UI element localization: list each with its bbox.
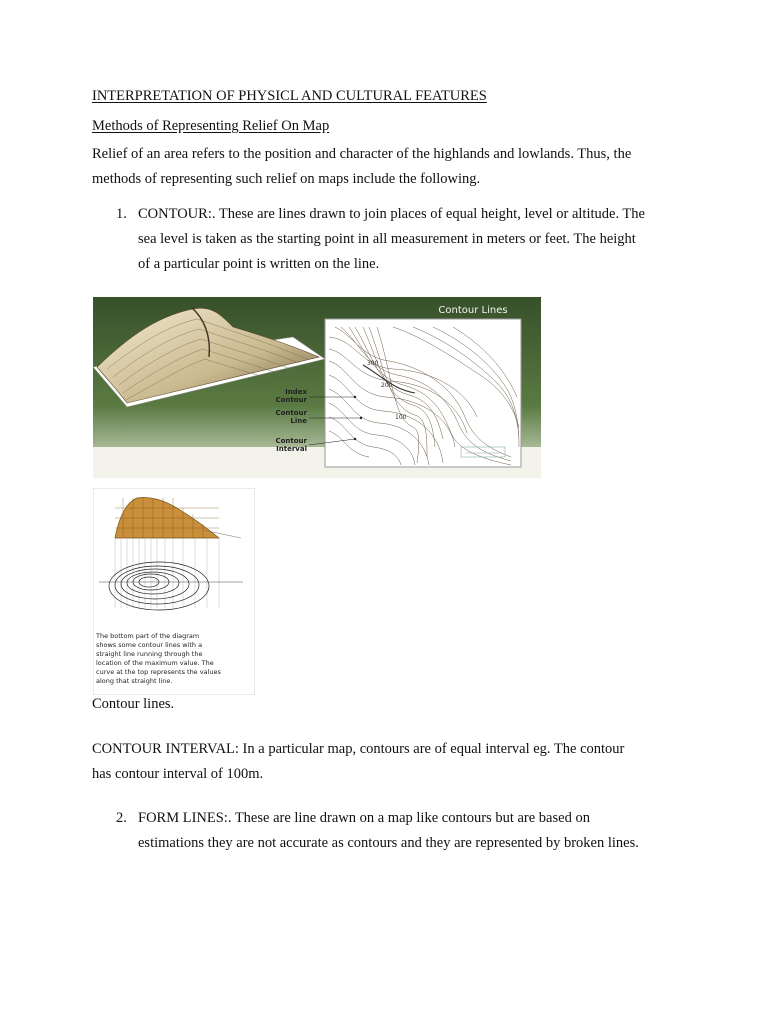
contour-interval-line-2: has contour interval of 100m. [92,766,264,782]
figure2-caption-line-5: curve at the top represents the values [96,668,221,676]
intro-line-2: methods of representing such relief on maps include the following. [92,171,481,187]
figure2-caption-line-2: shows some contour lines with a [96,641,203,649]
label-index-contour-1: Index [285,388,307,396]
contour-value-300: 300 [367,360,379,367]
label-contour-interval-2: Interval [276,445,307,453]
contour-interval-line-1: CONTOUR INTERVAL: In a particular map, contours are of equal interval eg. The contour [92,741,625,757]
contour-lines-caption: Contour lines. [92,696,175,712]
profile-diagram-figure [93,488,255,695]
intro-line-1: Relief of an area refers to the position and character of the highlands and lowlands. Thus, the [92,146,632,162]
contour-lines-title: Contour Lines [438,305,508,316]
contour-lines-figure [93,297,541,478]
contour-value-200: 200 [381,382,393,389]
document-heading: INTERPRETATION OF PHYSICL AND CULTURAL FEATURES [92,88,487,104]
list-number-1: 1. [116,206,127,222]
list-number-2: 2. [116,810,127,826]
label-contour-line-1: Contour [275,409,307,417]
figure2-caption-line-4: location of the maximum value. The [96,659,214,667]
figure2-caption-line-1: The bottom part of the diagram [96,632,200,640]
section-subheading: Methods of Representing Relief On Map [92,118,330,134]
label-contour-interval-1: Contour [275,437,307,445]
item2-line-1: FORM LINES:. These are line drawn on a map like contours but are based on [138,810,590,826]
figure2-caption-line-6: along that straight line. [96,677,173,685]
contour-value-100: 100 [395,414,407,421]
figure2-caption-line-3: straight line running through the [96,650,203,658]
item1-line-3: of a particular point is written on the line. [138,256,380,272]
label-contour-line-2: Line [290,417,307,425]
item2-line-2: estimations they are not accurate as contours and they are represented by broken lines. [138,835,639,851]
item1-line-1: CONTOUR:. These are lines drawn to join places of equal height, level or altitude. The [138,206,645,222]
label-index-contour-2: Contour [275,396,307,404]
item1-line-2: sea level is taken as the starting point in all measurement in meters or feet. The height [138,231,636,247]
